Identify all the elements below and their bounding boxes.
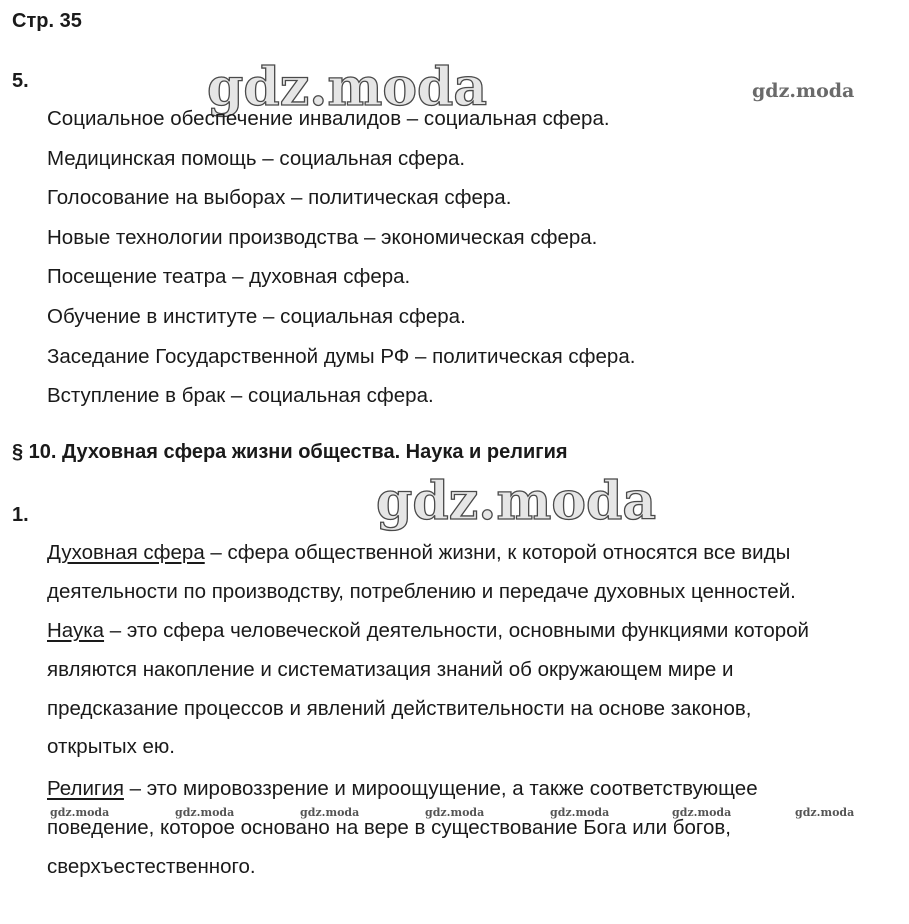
definition-line: открытых ею. (47, 735, 175, 759)
watermark-logo-top: gdz.moda (207, 57, 488, 118)
definition-line: сверхъестественного. (47, 854, 256, 878)
task-5-number: 5. (12, 70, 29, 92)
watermark-logo-middle: gdz.moda (376, 471, 657, 532)
watermark-tiny: gdz.moda (672, 806, 732, 819)
definition-line: являются накопление и систематизация знаний об окружающем мире и (47, 657, 734, 681)
definition-line: предсказание процессов и явлений действительности на основе законов, (47, 696, 752, 720)
watermark-tiny: gdz.moda (795, 806, 855, 819)
definition-spiritual-sphere (47, 534, 796, 612)
watermark-logo-top-right: gdz.moda (752, 80, 855, 102)
task-5-answer-list (47, 106, 635, 423)
watermark-tiny: gdz.moda (550, 806, 610, 819)
answer-line: Посещение театра – духовная сфера. (47, 265, 411, 289)
answer-line: Социальное обеспечение инвалидов – социальная сфера. (47, 107, 610, 130)
term-religion: Религия (47, 777, 124, 800)
answer-line: Медицинская помощь – социальная сфера. (47, 146, 466, 170)
definition-line: деятельности по производству, потреблению и передаче духовных ценностей. (47, 579, 796, 603)
answer-line: Обучение в институте – социальная сфера. (47, 304, 466, 328)
term-science: Наука (47, 619, 105, 642)
task-1-number: 1. (12, 504, 29, 526)
watermark-tiny: gdz.moda (175, 806, 235, 819)
page-label: Стр. 35 (12, 10, 82, 32)
definition-line: Наука – это сфера человеческой деятельности, основными функциями которой (47, 619, 809, 642)
section-title: § 10. Духовная сфера жизни общества. Наука и религия (12, 441, 568, 463)
definition-religion (47, 770, 758, 886)
watermark-tiny: gdz.moda (300, 806, 360, 819)
definition-science (47, 612, 809, 767)
term-spiritual-sphere: Духовная сфера (47, 541, 205, 564)
definition-line: Религия – это мировоззрение и мироощущение, а также соответствующее (47, 777, 758, 800)
answer-line: Новые технологии производства – экономическая сфера. (47, 225, 598, 249)
answer-line: Заседание Государственной думы РФ – политическая сфера. (47, 344, 636, 368)
definition-line: Духовная сфера – сфера общественной жизни, к которой относятся все виды (47, 541, 791, 564)
definition-line: поведение, которое основано на вере в существование Бога или богов, (47, 815, 731, 839)
answer-line: Голосование на выборах – политическая сфера. (47, 186, 512, 210)
watermark-tiny: gdz.moda (425, 806, 485, 819)
watermark-tiny: gdz.moda (50, 806, 110, 819)
answer-line: Вступление в брак – социальная сфера. (47, 384, 434, 408)
